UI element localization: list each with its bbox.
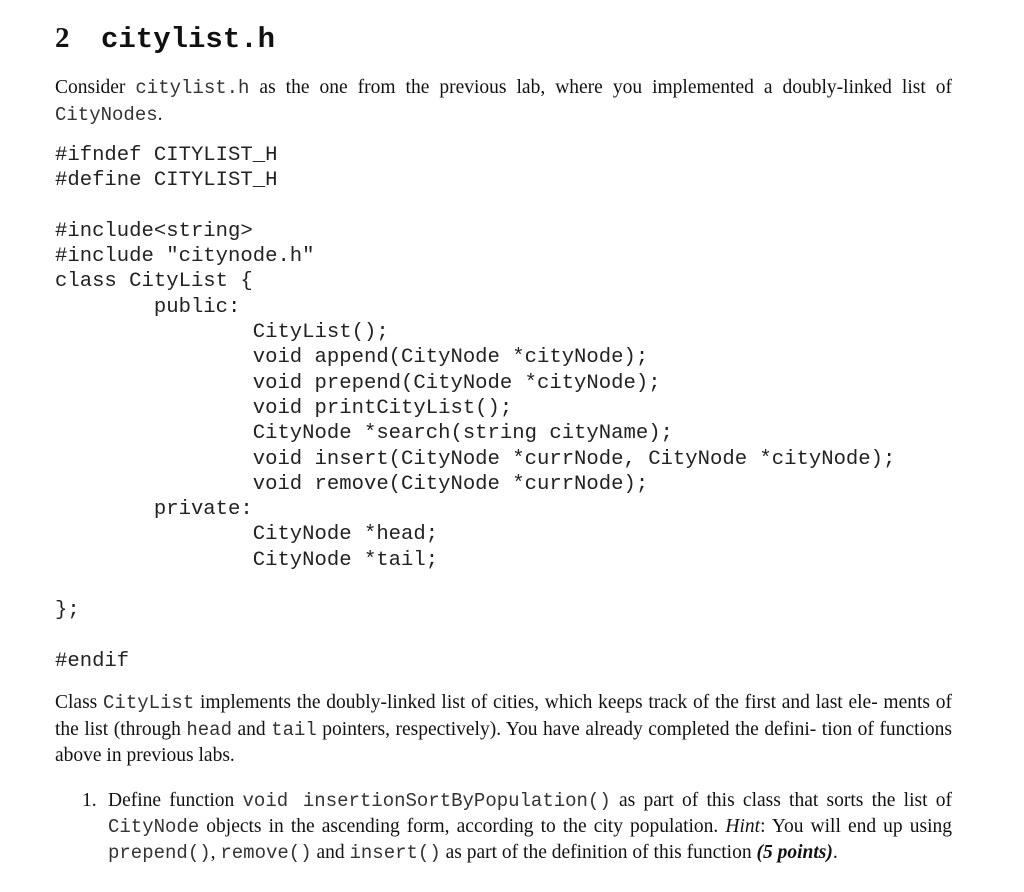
intro-text: as the one from the previous lab, where you implemented a doubly-linked list of — [249, 77, 952, 98]
code-line: CityNode *tail; — [55, 548, 439, 572]
inline-code: prepend() — [108, 842, 211, 864]
inline-code: CityNodes — [55, 103, 158, 126]
code-line: #include "citynode.h" — [55, 245, 315, 269]
task-number: 1. — [82, 790, 97, 811]
code-line: #endif — [55, 649, 130, 673]
inline-code: CityList — [103, 692, 195, 714]
code-line: }; — [55, 599, 80, 623]
code-line: void remove(CityNode *currNode); — [55, 472, 649, 496]
code-listing — [55, 143, 895, 674]
section-number: 2 — [55, 22, 70, 54]
code-line: CityNode *head; — [55, 523, 439, 547]
code-line — [55, 573, 895, 598]
code-line: void insert(CityNode *currNode, CityNode *cityNode); — [55, 447, 896, 471]
inline-code: tail — [271, 718, 317, 741]
task-item — [108, 788, 952, 866]
code-line: public: — [55, 295, 241, 319]
code-line: void append(CityNode *cityNode); — [55, 346, 649, 370]
task-text: : You will end up using — [760, 816, 952, 837]
intro-text: Consider — [55, 77, 136, 98]
task-text: Define function — [108, 790, 243, 811]
task-text: , — [210, 842, 221, 863]
description-text: Class — [55, 692, 104, 713]
inline-code: citylist.h — [135, 77, 250, 99]
code-line: #define CITYLIST_H — [55, 169, 278, 193]
hint-label: Hint — [725, 816, 761, 837]
task-list — [82, 788, 952, 866]
code-line: void printCityList(); — [55, 396, 513, 420]
description-text: pointers, respectively). You have already completed the defini- tion of functions above in previous labs. — [55, 718, 952, 766]
code-line — [55, 624, 895, 649]
intro-paragraph — [55, 75, 952, 128]
code-line: #ifndef CITYLIST_H — [55, 144, 278, 167]
section-heading — [55, 20, 275, 61]
code-line: CityNode *search(string cityName); — [55, 422, 673, 446]
code-line — [55, 194, 895, 219]
points-label: (5 points) — [756, 842, 833, 863]
inline-code: remove() — [220, 842, 312, 864]
inline-code: insert() — [349, 842, 441, 864]
inline-code: head — [186, 718, 232, 741]
intro-text: . — [157, 103, 163, 125]
inline-code: void insertionSortByPopulation() — [242, 790, 611, 812]
code-line: private: — [55, 498, 253, 522]
task-text: . — [832, 842, 838, 863]
description-text: and — [231, 718, 272, 740]
task-text: and — [311, 842, 350, 863]
task-text: as part of this class that sorts the list of — [610, 790, 952, 811]
task-text: objects in the ascending form, according to the city population. — [199, 816, 726, 837]
code-line: #include<string> — [55, 219, 253, 243]
code-line: class CityList { — [55, 270, 253, 294]
inline-code: CityNode — [108, 816, 200, 838]
code-line: CityList(); — [55, 321, 389, 345]
task-text: as part of the definition of this function — [440, 842, 757, 863]
description-paragraph — [55, 690, 952, 769]
description-text: implements the doubly-linked list of cities, which keeps track of the first and last ele- ments of the list (through — [55, 692, 953, 740]
section-title: citylist.h — [101, 23, 276, 56]
code-line: void prepend(CityNode *cityNode); — [55, 371, 661, 395]
